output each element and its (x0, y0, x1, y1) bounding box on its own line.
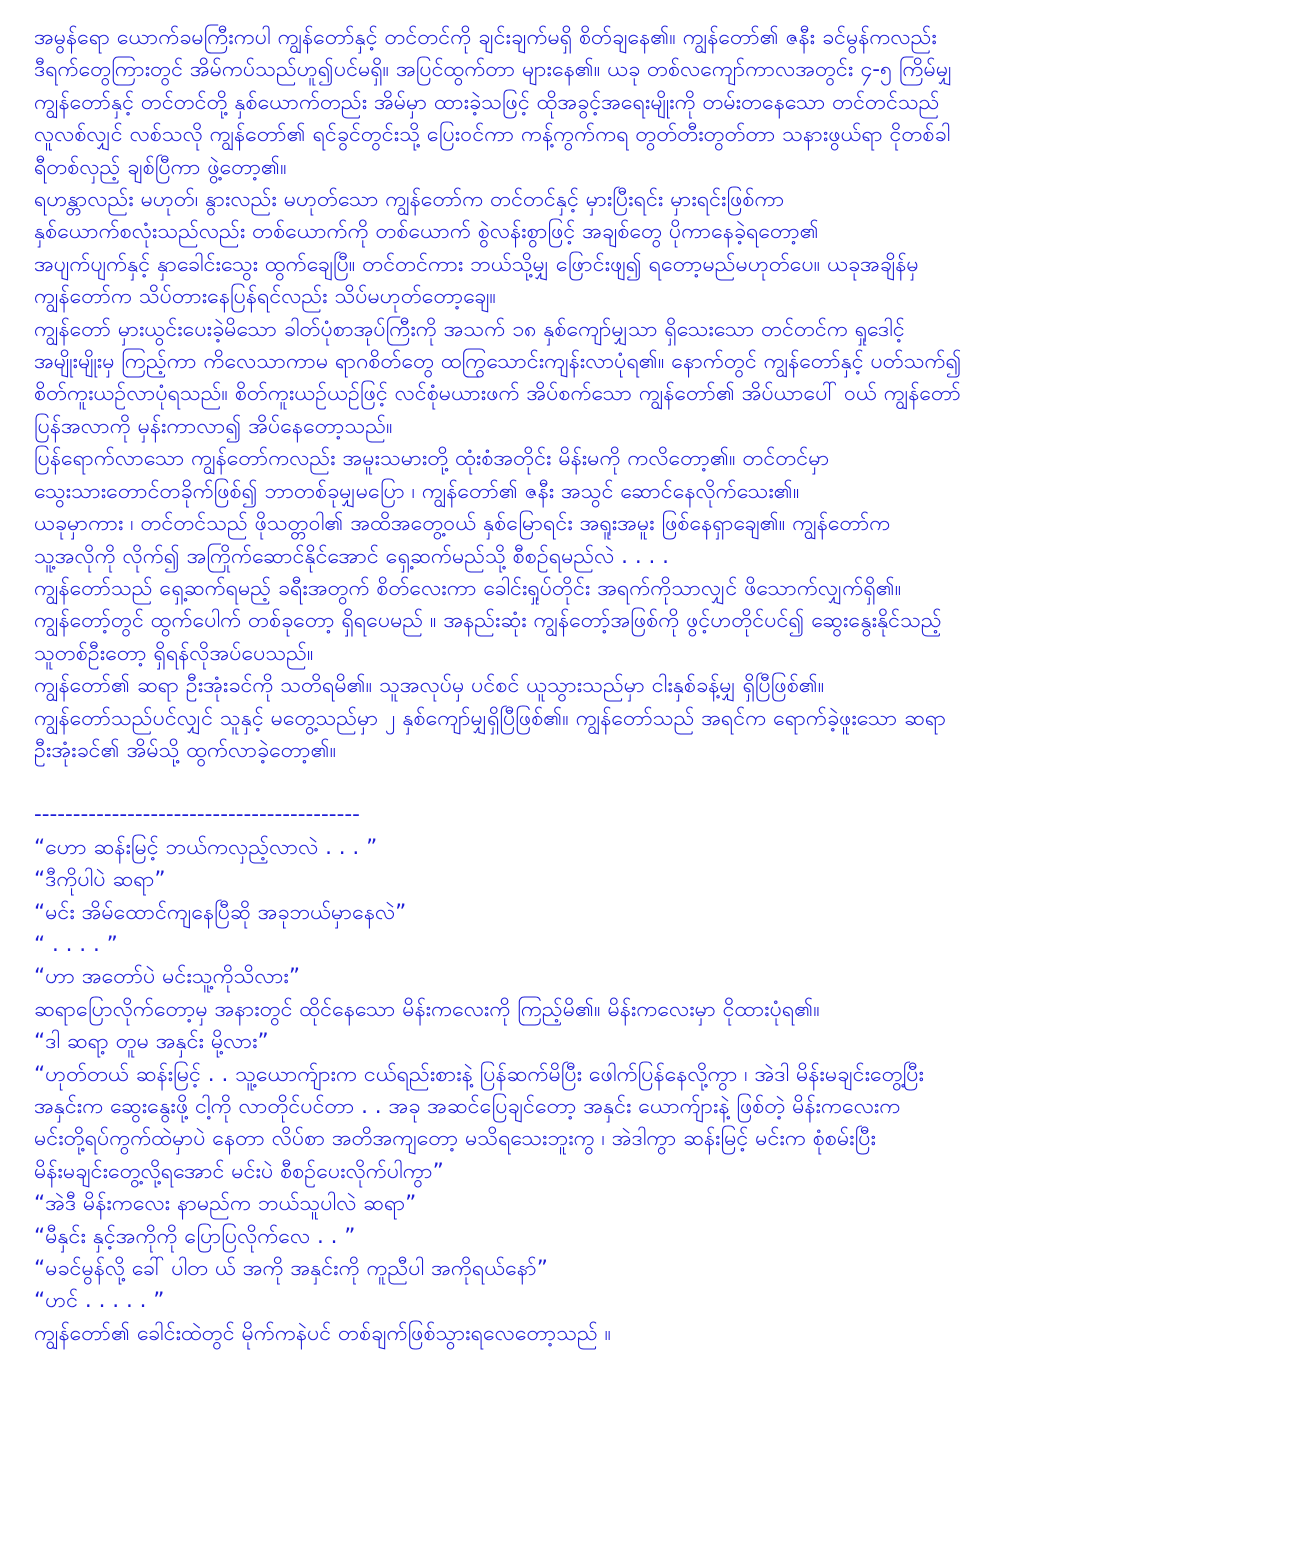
dialogue-line: “ဟာ အတော်ပဲ မင်းသူ့ကိုသိလား” (34, 964, 300, 990)
dialogue-line: “ဟော ဆန်းမြင့် ဘယ်ကလှည့်လာလဲ . . . ” (34, 834, 378, 860)
dialogue-line: မိန်းမချင်းတွေ့လို့ရအောင် မင်းပဲ စီစဉ်ပေးလိုက်ပါကွာ” (34, 1158, 444, 1184)
dialogue-line: အနှင်းက ဆွေးနွေးဖို့ ငါ့ကို လာတိုင်ပင်တာ . . အခု အဆင်ပြေချင်တော့ အနှင်း ယောက်ျားနဲ့ ဖြစ်တဲ့ မိန်းကလေးက (34, 1094, 901, 1119)
dialogue-line: “မင်း အိမ်ထောင်ကျနေပြီဆို အခုဘယ်မှာနေလဲ” (34, 899, 407, 925)
dialogue-line: “ဒါ ဆရာ့ တူမ အနှင်း မို့လား” (34, 1029, 269, 1055)
dialogue-line: “အဲဒီ မိန်းကလေး နာမည်က ဘယ်သူပါလဲ ဆရာ” (34, 1191, 417, 1217)
narrative-line: ဦးအုံးခင်၏ အိမ်သို့ ထွက်လာခဲ့တော့၏။ (34, 737, 337, 763)
dialogue-line: ကျွန်တော်၏ ခေါင်းထဲတွင် မိုက်ကနဲပင် တစ်ချက်ဖြစ်သွားရလေတော့သည် ။ (34, 1320, 612, 1346)
narrative-line: လူလစ်လျှင် လစ်သလို ကျွန်တော်၏ ရင်ခွင်တွင်းသို့ ပြေးဝင်ကာ ကန့်ကွက်ကရ တွတ်တီးတွတ်တာ သနားဖွယ်ရာ ငိုတစ်ခါ (34, 122, 951, 148)
narrative-line: ကျွန်တော်က သိပ်တားနေပြန်ရင်လည်း သိပ်မဟုတ်တော့ချေ။ (34, 284, 497, 310)
dialogue-line: “မခင်မွန်လို့ ခေါ် ပါတ ယ် အကို အနှင်းကို ကူညီပါ အကိုရယ်နော်” (34, 1256, 548, 1282)
dialogue-line: “ဟင် . . . . . ” (34, 1288, 165, 1314)
narrative-line: ရဟန္တာလည်း မဟုတ်၊ နွားလည်း မဟုတ်သော ကျွန်တော်က တင်တင်နှင့် မှားပြီးရင်း မှားရင်းဖြစ်ကာ (34, 187, 785, 213)
narrative-line: အမွန်ရော ယောက်ခမကြီးကပါ ကျွန်တော်နှင့် တင်တင်ကို ချင်းချက်မရှိ စိတ်ချနေ၏။ ကျွန်တော်၏ ဇနီး ခင်မွန်ကလည်း (34, 25, 937, 50)
narrative-line: ရီတစ်လှည့် ချစ်ပြီကာ ဖွဲ့တော့၏။ (34, 154, 287, 180)
narrative-line: ကျွန်တော်သည် ရှေ့ဆက်ရမည့် ခရီးအတွက် စိတ်လေးကာ ခေါင်းရှုပ်တိုင်း အရက်ကိုသာလျှင် ဖိသောက်လျှက်ရှိ၏။ (34, 575, 902, 601)
narrative-line: သူတစ်ဦးတော့ ရှိရန်လိုအပ်ပေသည်။ (34, 640, 314, 666)
narrative-line: ပြန်ရောက်လာသော ကျွန်တော်ကလည်း အမူးသမားတို့ ထုံးစံအတိုင်း မိန်းမကို ကလိတော့၏။ တင်တင်မှာ (34, 446, 830, 472)
narrative-line: အပျက်ပျက်နှင့် နှာခေါင်းသွေး ထွက်ချေပြီ။ တင်တင်ကား ဘယ်သို့မျှ ဖြောင်းဖျ၍ ရတော့မည်မဟုတ်ပေ။ ယခုအချိန်မှ (34, 251, 919, 277)
narrative-line: ပြန်အလာကို မှန်းကာလာ၍ အိပ်နေတော့သည်။ (34, 413, 393, 439)
section-divider: ------------------------------------------ (34, 802, 360, 828)
dialogue-line: “ဟုတ်တယ် ဆန်းမြင့် . . သူ့ယောက်ျားက ငယ်ရည်းစားနဲ့ ပြန်ဆက်မိပြီး ဖေါက်ပြန်နေလို့ကွာ ၊ အဲဒါ မိန်းမချင်းတွေ့ပြီး (34, 1061, 924, 1087)
dialogue-line: “ဒီကိုပါပဲ ဆရာ” (34, 867, 166, 893)
document-page (34, 22, 1284, 1350)
dialogue-line: ဆရာပြောလိုက်တော့မှ အနားတွင် ထိုင်နေသော မိန်းကလေးကို ကြည့်မိ၏။ မိန်းကလေးမှာ ငိုထားပုံရ၏။ (34, 996, 820, 1022)
narrative-line: ကျွန်တော်နှင့် တင်တင်တို့ နှစ်ယောက်တည်း အိမ်မှာ ထားခဲ့သဖြင့် ထိုအခွင့်အရေးမျိုးကို တမ်းတနေသော တင်တင်သည် (34, 89, 940, 115)
narrative-line: သူ့အလိုကို လိုက်၍ အကြိုက်ဆောင်နိုင်အောင် ရှေ့ဆက်မည်သို့ စီစဉ်ရမည်လဲ . . . . (34, 543, 669, 569)
narrative-line: နှစ်ယောက်စလုံးသည်လည်း တစ်ယောက်ကို တစ်ယောက် စွဲလန်းစွာဖြင့် အချစ်တွေ ပိုကာနေခဲ့ရတော့၏ (34, 219, 819, 245)
narrative-line: သွေးသားတောင်တခိုက်ဖြစ်၍ ဘာတစ်ခုမျှမပြော ၊ ကျွန်တော်၏ ဇနီး အသွင် ဆောင်နေလိုက်သေး၏။ (34, 478, 800, 504)
dialogue-line: “မီနှင်း နှင့်အကိုကို ပြောပြလိုက်လေ . . ” (34, 1223, 356, 1249)
narrative-line: ယခုမှာကား ၊ တင်တင်သည် ဖိုသတ္တဝါ၏ အထိအတွေ့ဝယ် နှစ်မြောရင်း အရူးအမူး ဖြစ်နေရှာချေ၏။ ကျွန်တော်က (34, 511, 891, 537)
dialogue-line: “ . . . . ” (34, 931, 118, 957)
narrative-line: ကျွန်တော်သည်ပင်လျှင် သူနှင့် မတွေ့သည်မှာ ၂ နှစ်ကျော်မျှရှိပြီဖြစ်၏။ ကျွန်တော်သည် အရင်က ရောက်ခဲ့ဖူးသော ဆရာ (34, 705, 947, 731)
narrative-line: စိတ်ကူးယဉ်လာပုံရသည်။ စိတ်ကူးယဉ်ယဉ်ဖြင့် လင်စုံမယားဖက် အိပ်စက်သော ကျွန်တော်၏ အိပ်ယာပေါ် ဝယ် ကျွန်တော် (34, 381, 961, 407)
dialogue-section (34, 832, 1284, 1351)
narrative-line: ကျွန်တော် မှားယွင်းပေးခဲ့မိသော ခါတ်ပုံစာအုပ်ကြီးကို အသက် ၁၈ နှစ်ကျော်မျှသာ ရှိသေးသော တင်တင်က ရှုဒေါင့် (34, 316, 905, 342)
narrative-line: ဒီရက်တွေကြားတွင် အိမ်ကပ်သည်ဟူ၍ပင်မရှိ။ အပြင်ထွက်တာ များနေ၏။ ယခု တစ်လကျော်ကာလအတွင်း ၄-၅ ကြိမ်မျှ (34, 57, 953, 83)
dialogue-line: မင်းတို့ရပ်ကွက်ထဲမှာပဲ နေတာ လိပ်စာ အတိအကျတော့ မသိရသေးဘူးကွ ၊ အဲဒါကွာ ဆန်းမြင့် မင်းက စုံစမ်းပြီး (34, 1126, 876, 1152)
narrative-section (34, 22, 1284, 767)
narrative-line: ကျွန်တော်၏ ဆရာ ဦးအုံးခင်ကို သတိရမိ၏။ သူအလုပ်မှ ပင်စင် ယူသွားသည်မှာ ငါးနှစ်ခန့်မျှ ရှိပြီဖြစ်၏။ (34, 673, 825, 699)
narrative-line: ကျွန်တော့်တွင် ထွက်ပေါက် တစ်ခုတော့ ရှိရပေမည် ။ အနည်းဆုံး ကျွန်တော့်အဖြစ်ကို ဖွင့်ဟတိုင်ပင်၍ ဆွေးနွေးနိုင်သည့် (34, 608, 942, 634)
narrative-line: အမျိုးမျိုးမှ ကြည့်ကာ ကိလေသာကာမ ရာဂစိတ်တွေ ထကြွသောင်းကျန်းလာပုံရ၏။ နောက်တွင် ကျွန်တော်နှင့် ပတ်သက်၍ (34, 349, 962, 375)
